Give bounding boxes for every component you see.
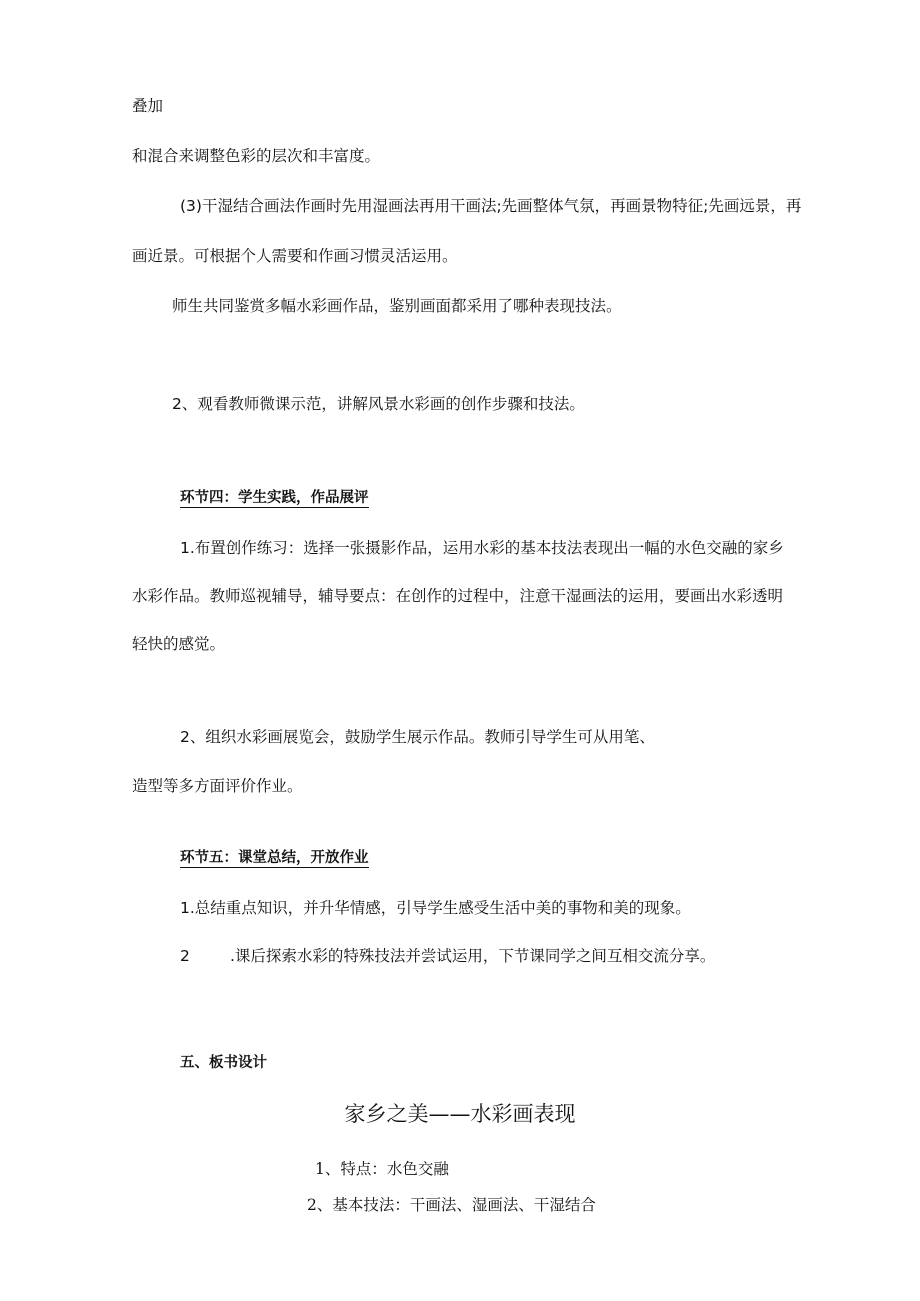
practice-item-1-line2: 水彩作品。教师巡视辅导，辅导要点：在创作的过程中，注意干湿画法的运用，要画出水彩透明: [132, 587, 784, 605]
paragraph-wet-dry-method-line2: 画近景。可根据个人需要和作画习惯灵活运用。: [132, 247, 458, 265]
practice-item-2-line2: 造型等多方面评价作业。: [132, 777, 303, 795]
board-point-features: 1、特点：水色交融: [315, 1160, 449, 1178]
summary-item-2-number: 2: [180, 947, 190, 965]
summary-item-1: 1.总结重点知识，并升华情感，引导学生感受生活中美的事物和美的现象。: [180, 899, 691, 917]
practice-item-2-line1: 2、组织水彩画展览会，鼓励学生展示作品。教师引导学生可从用笔、: [180, 728, 655, 746]
practice-item-1-line1: 1.布置创作练习：选择一张摄影作品，运用水彩的基本技法表现出一幅的水色交融的家乡: [180, 539, 784, 557]
practice-item-1-line3: 轻快的感觉。: [132, 635, 226, 653]
paragraph-overlay-fragment: 叠加: [132, 97, 164, 115]
section-heading-practice: [180, 488, 369, 508]
board-point-techniques: 2、基本技法：干画法、湿画法、干湿结合: [307, 1196, 596, 1214]
summary-item-2: [180, 946, 715, 966]
section-heading-summary: [180, 848, 369, 868]
board-title: 家乡之美——水彩画表现: [344, 1102, 576, 1126]
section-heading-summary-text: 环节五：课堂总结，开放作业: [180, 850, 369, 866]
paragraph-color-layering: 和混合来调整色彩的层次和丰富度。: [132, 147, 381, 165]
board-design-heading: 五、板书设计: [180, 1055, 267, 1071]
paragraph-micro-lesson: 2、观看教师微课示范，讲解风景水彩画的创作步骤和技法。: [172, 395, 585, 413]
section-heading-practice-text: 环节四：学生实践，作品展评: [180, 490, 369, 506]
summary-item-2-text: .课后探索水彩的特殊技法并尝试运用，下节课同学之间互相交流分享。: [230, 947, 716, 965]
paragraph-wet-dry-method-line1: (3)干湿结合画法作画时先用湿画法再用干画法;先画整体气氛，再画景物特征;先画远景，再: [180, 197, 802, 215]
paragraph-appreciation: 师生共同鉴赏多幅水彩画作品，鉴别画面都采用了哪种表现技法。: [172, 297, 622, 315]
